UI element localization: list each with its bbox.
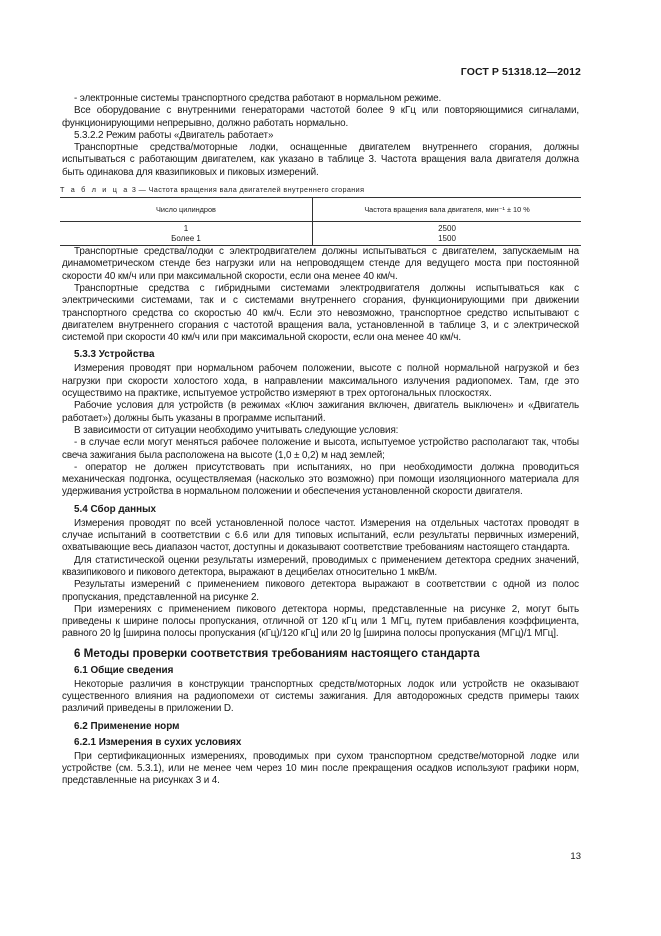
rpm-table [60, 197, 581, 246]
section-heading-6-2: 6.2 Применение норм [74, 720, 180, 732]
subsection-title: 5.3.2.2 Режим работы «Двигатель работает» [74, 129, 274, 141]
table-caption-text: 3 — Частота вращения вала двигателей внутреннего сгорания [131, 185, 365, 195]
section-heading-5-3-3: 5.3.3 Устройства [74, 349, 155, 361]
paragraph: Некоторые различия в конструкции транспортных средств/моторных лодок или устройств не оказывают существенного влияния на радиопомехи от системы зажигания. Для автодорожных средств примеры таких различий приведены в приложении D. [62, 678, 579, 715]
section-heading-6: 6 Методы проверки соответствия требованиям настоящего стандарта [74, 646, 480, 660]
table-header-rpm: Частота вращения вала двигателя, мин⁻¹ ± 10 % [313, 198, 582, 222]
table-row [60, 222, 581, 235]
paragraph: Транспортные средства/лодки с электродвигателем должны испытываться с двигателем, запускаемым на динамометрическом стенде без нагрузки или на непроводящем стенде для ведущего моста при постоянной скорости 40 км/ч или при максимальной скорости, если она менее 40 км/ч. [62, 246, 579, 282]
paragraph: Измерения проводят при нормальном рабочем положении, высоте с полной нормальной нагрузкой и без нагрузки при скорости холостого хода, в направлении максимального излучения радиопомех. Там, где это осуществимо на практике, испытуемое устройство измеряют в трех ортогональных плоскостях. [62, 363, 579, 400]
paragraph: При измерениях с применением пикового детектора нормы, представленные на рисунке 2, могут быть приведены к ширине полосы пропускания, отличной от 120 кГц или 1 МГц, путем прибавления коэффициента, равного 20 lg [ширина полосы пропускания (кГц)/120 кГц] или 20 lg [ширина полосы пропускания (МГц)/1 МГц]. [62, 603, 579, 640]
paragraph: Для статистической оценки результаты измерений, проводимых с применением детектора средних значений, квазипикового и пикового детектора, выражают в децибелах относительно 1 мкВ/м. [62, 554, 579, 578]
list-item: - оператор не должен присутствовать при испытаниях, но при необходимости должна проводиться механическая подгонка, осуществляемая (насколько это возможно) при помощи изоляционного материала для удерживания устройства в нормальном положении и обеспечения установленной скорости двигателя. [62, 461, 579, 498]
table-row [60, 234, 581, 246]
paragraph: Результаты измерений с применением пикового детектора выражают в соответствии с одной из полос пропускания, представленной на рисунке 2. [62, 579, 579, 603]
page-content [62, 93, 579, 787]
table-cell-cylinders: 1 [60, 222, 313, 235]
table-header-row [60, 198, 581, 222]
table-cell-rpm: 2500 [438, 224, 456, 234]
paragraph: Рабочие условия для устройств (в режимах «Ключ зажигания включен, двигатель выключен» и «Двигатель работает») должны быть указаны в программе испытаний. [62, 400, 579, 424]
table-caption-label: Т а б л и ц а [60, 185, 130, 195]
paragraph: Измерения проводят по всей установленной полосе частот. Измерения на отдельных частотах проводят в случае испытаний в соответствии с 6.6 или для типовых испытаний, если результаты первичных измерений, охватывающие весь диапазон частот, доступны и доказывают соответствие требованиям настоящего стандарта. [62, 517, 579, 554]
paragraph: Все оборудование с внутренними генераторами частотой более 9 кГц или повторяющимися сигналами, функционирующими непрерывно, должно работать нормально. [62, 105, 579, 129]
section-heading-6-2-1: 6.2.1 Измерения в сухих условиях [74, 736, 242, 748]
paragraph: В зависимости от ситуации необходимо учитывать следующие условия: [74, 424, 399, 436]
table-cell-rpm: 1500 [313, 234, 582, 246]
paragraph: - электронные системы транспортного средства работают в нормальном режиме. [74, 93, 442, 104]
section-heading-6-1: 6.1 Общие сведения [74, 664, 174, 676]
list-item: - в случае если могут меняться рабочее положение и высота, испытуемое устройство располагают так, чтобы свеча зажигания была расположена на высоте (1,0 ± 0,2) м над землей; [62, 437, 579, 461]
table-caption [60, 185, 579, 194]
section-heading-5-4: 5.4 Сбор данных [74, 503, 156, 515]
paragraph: При сертификационных измерениях, проводимых при сухом транспортном средстве/моторной лодке или устройстве (см. 5.3.1), или не менее чем через 10 мин после прекращения осадков используют графики норм, представленные на рисунках 3 и 4. [62, 750, 579, 787]
paragraph: Транспортные средства/моторные лодки, оснащенные двигателем внутреннего сгорания, должны испытываться с работающим двигателем, как указано в таблице 3. Частота вращения вала двигателя должна быть одинакова для квазипиковых и пиковых измерений. [62, 142, 579, 178]
table-header-cylinders: Число цилиндров [60, 198, 313, 222]
table-cell-cylinders: Более 1 [60, 234, 313, 246]
page-number: 13 [570, 851, 581, 862]
standard-header: ГОСТ Р 51318.12—2012 [460, 66, 581, 78]
paragraph: Транспортные средства с гибридными системами электродвигателя должны испытываться как с электрическими системами, так и с системами внутреннего сгорания, функционирующими при движении транспортного средства со скоростью 40 км/ч. Если это невозможно, транспортное средство испытывают с двигателем внутреннего сгорания с частотой вращения вала, установленной в таблице 3, и с электрической системой при скорости 40 км/ч или при максимальной скорости, если она менее 40 км/ч. [62, 282, 579, 344]
